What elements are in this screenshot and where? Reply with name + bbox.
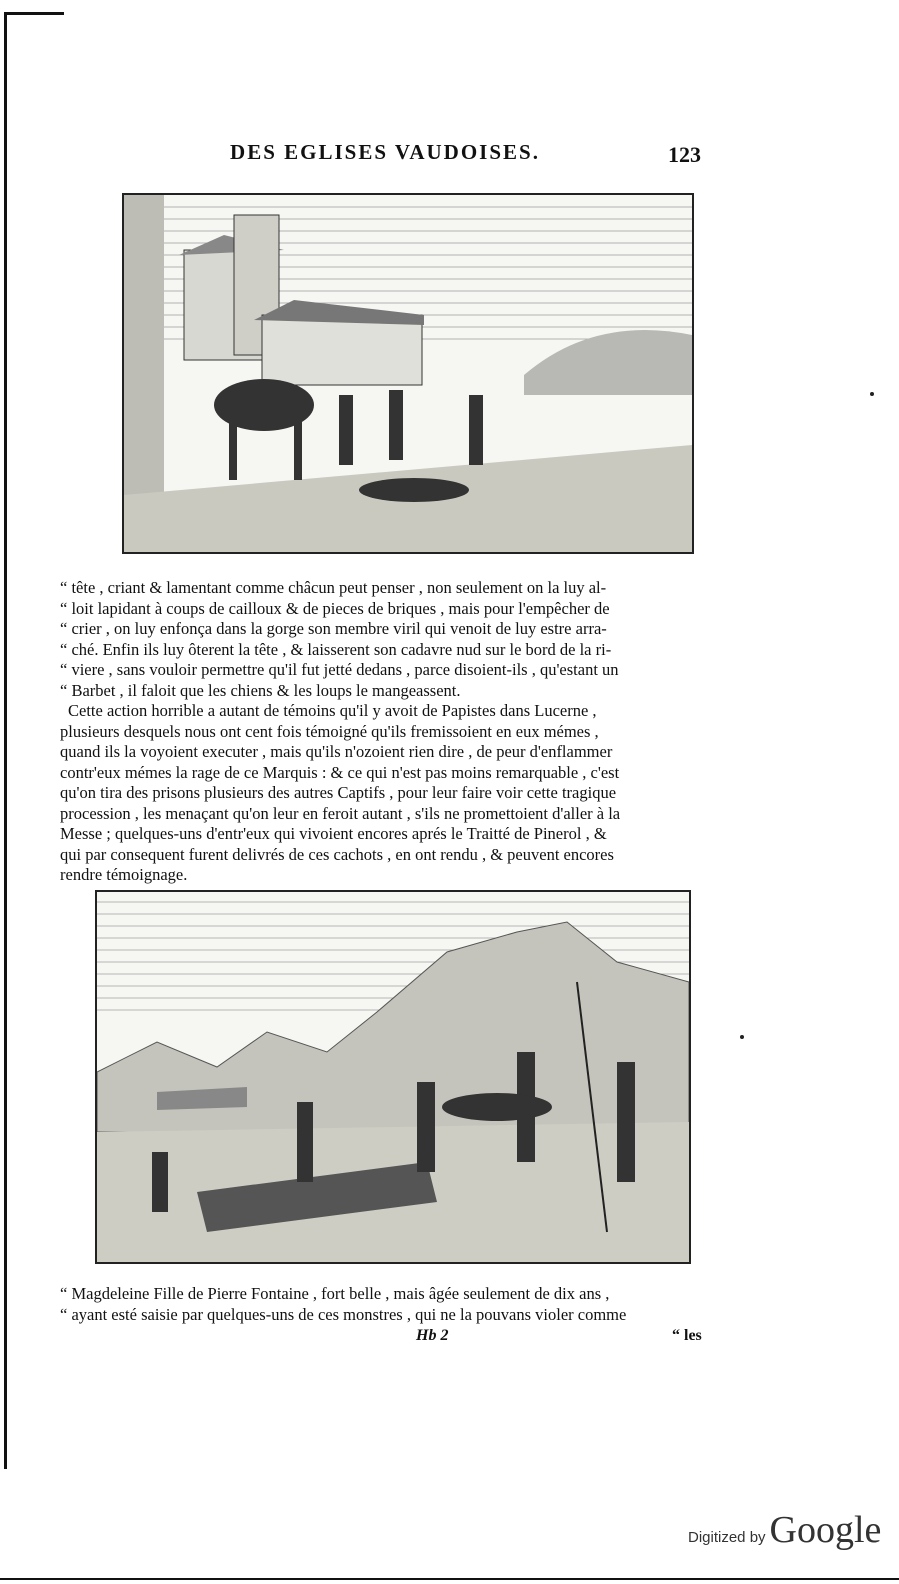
ink-speck xyxy=(740,1035,744,1039)
text-line: plusieurs desquels nous ont cent fois témoigné qu'ils fremissoient en eux mémes , xyxy=(60,721,599,741)
running-header: DES EGLISES VAUDOISES. xyxy=(230,140,540,164)
watermark-brand: Google xyxy=(769,1509,882,1551)
text-line: Cette action horrible a autant de témoins qu'il y avoit de Papistes dans Lucerne , xyxy=(68,701,597,720)
google-watermark xyxy=(688,1508,881,1558)
text-line: “ viere , sans vouloir permettre qu'il fut jetté dedans , parce disoient-ils , qu'estant un xyxy=(60,660,619,679)
engraving-plate-top xyxy=(122,193,694,554)
text-line: “ crier , on luy enfonça dans la gorge son membre viril qui venoit de luy estre arra- xyxy=(60,619,607,638)
text-line: “ loit lapidant à coups de cailloux & de pieces de briques , mais pour l'empêcher de xyxy=(60,598,610,618)
page-number: 123 xyxy=(668,142,701,167)
signature-mark: Hb 2 xyxy=(416,1327,449,1344)
page-corner-mark xyxy=(4,12,64,15)
text-line: “ ayant esté saisie par quelques-uns de ces monstres , qui ne la pouvans violer comme xyxy=(60,1304,627,1324)
engraving-plate-bottom xyxy=(95,890,691,1264)
text-line: “ Magdeleine Fille de Pierre Fontaine , fort belle , mais âgée seulement de dix ans , xyxy=(60,1284,610,1303)
text-line: qui par consequent furent delivrés de ces cachots , en ont rendu , & peuvent encores xyxy=(60,844,614,864)
body-text-block-2 xyxy=(60,1284,720,1325)
engraving-village-icon xyxy=(124,195,692,552)
engraving-mountains-icon xyxy=(97,892,689,1262)
ink-speck xyxy=(870,392,874,396)
page-bottom-edge xyxy=(0,1578,899,1580)
catchword: “ les xyxy=(672,1327,702,1344)
text-line: procession , les menaçant qu'on leur en feroit autant , s'ils ne promettoient d'aller à la xyxy=(60,803,621,823)
text-line: rendre témoignage. xyxy=(60,865,188,884)
text-line: Messe ; quelques-uns d'entr'eux qui vivoient encores aprés le Traitté de Pinerol , & xyxy=(60,824,607,843)
body-text-block-1 xyxy=(60,578,720,886)
text-line: “ ché. Enfin ils luy ôterent la tête , & laisserent son cadavre nud sur le bord de la ri- xyxy=(60,639,612,659)
text-line: qu'on tira des prisons plusieurs des autres Captifs , pour leur faire voir cette tragique xyxy=(60,783,617,802)
page-edge-line xyxy=(4,14,7,1469)
text-line: “ Barbet , il faloit que les chiens & les loups le mangeassent. xyxy=(60,680,461,700)
watermark-prefix: Digitized by xyxy=(688,1529,766,1546)
text-line: quand ils la voyoient executer , mais qu'ils n'ozoient rien dire , de peur d'enflammer xyxy=(60,742,613,761)
text-line: “ tête , criant & lamentant comme châcun peut penser , non seulement on la luy al- xyxy=(60,578,607,597)
text-line: contr'eux mémes la rage de ce Marquis : & ce qui n'est pas moins remarquable , c'est xyxy=(60,762,620,782)
